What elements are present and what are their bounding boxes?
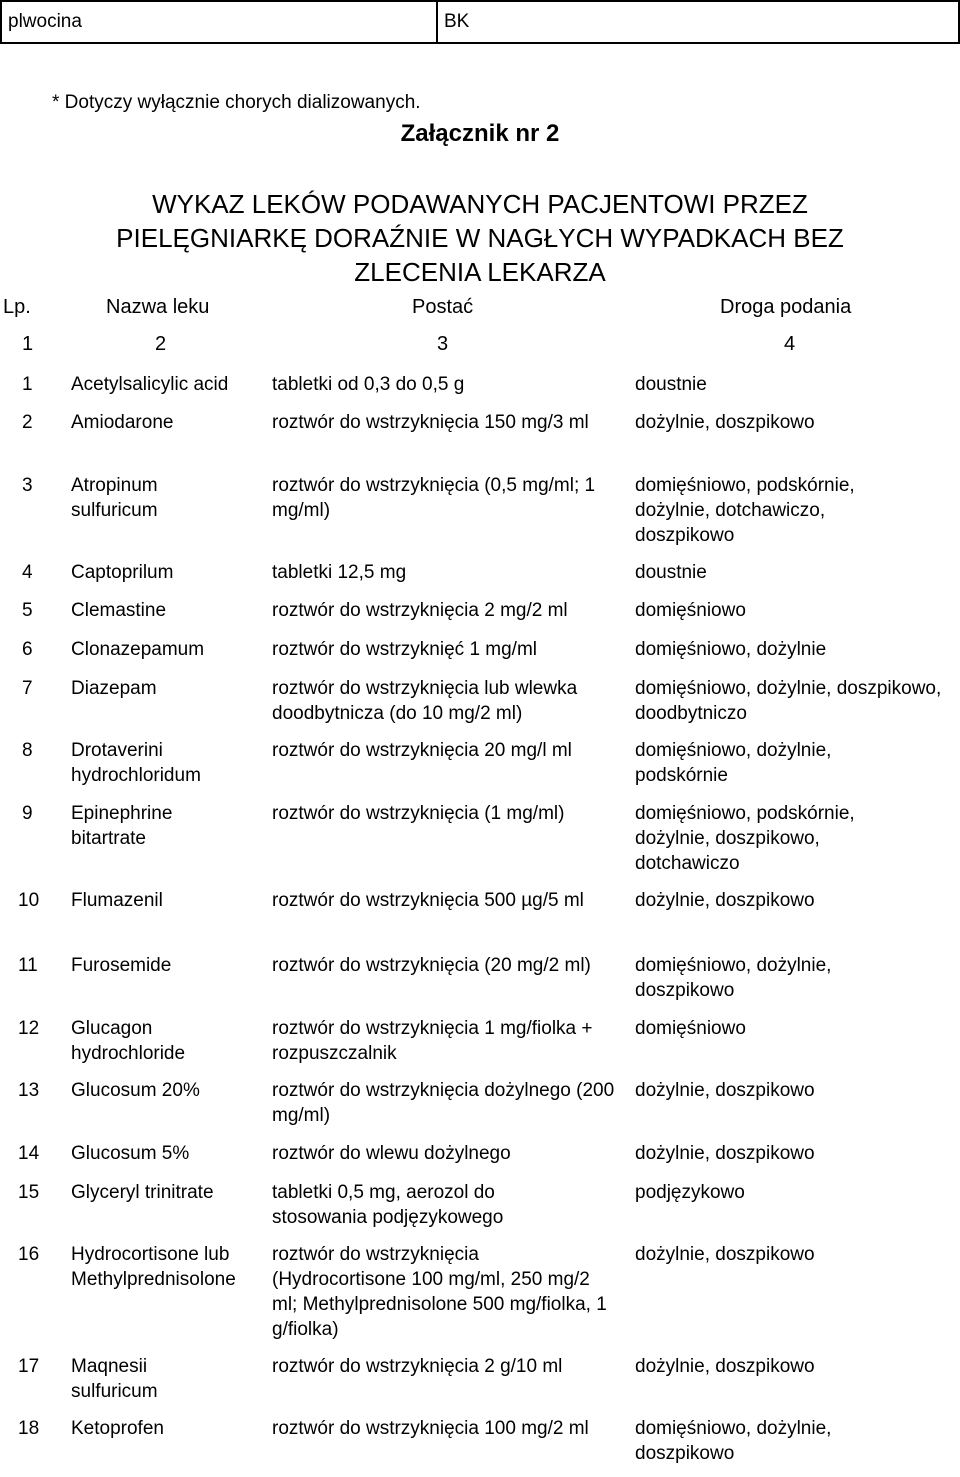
drug-name: Epinephrine bitartrate: [71, 803, 173, 849]
administration-route: domięśniowo, dożylnie, doszpikowo, doodbytniczo: [635, 678, 942, 724]
administration-route: domięśniowo, dożylnie, podskórnie: [635, 740, 832, 786]
drug-name: Flumazenil: [71, 890, 163, 911]
drug-form: roztwór do wstrzyknięć 1 mg/ml: [272, 639, 538, 660]
drug-name: Clonazepamum: [71, 639, 205, 660]
column-number-3: 3: [437, 333, 449, 355]
administration-route: domięśniowo, podskórnie, dożylnie, dotchawiczo, doszpikowo: [635, 475, 855, 546]
document-title-line-3: ZLECENIA LEKARZA: [354, 257, 606, 287]
drug-name: Maqnesii sulfuricum: [71, 1356, 158, 1402]
drug-name: Glucosum 5%: [71, 1143, 190, 1164]
administration-route: dożylnie, doszpikowo: [635, 1356, 815, 1377]
drug-form: roztwór do wstrzyknięcia 2 g/10 ml: [272, 1356, 563, 1377]
drug-form: roztwór do wstrzyknięcia dożylnego (200 mg/ml): [272, 1080, 615, 1126]
document-title: [0, 187, 960, 289]
administration-route: doustnie: [635, 374, 707, 395]
administration-route: doustnie: [635, 562, 707, 583]
drug-form: roztwór do wstrzyknięcia lub wlewka doodbytnicza (do 10 mg/2 ml): [272, 678, 578, 724]
drug-form: roztwór do wstrzyknięcia 1 mg/fiolka + rozpuszczalnik: [272, 1018, 593, 1064]
administration-route: dożylnie, doszpikowo: [635, 1244, 815, 1265]
footnote: * Dotyczy wyłącznie chorych dializowanych.: [52, 92, 421, 113]
administration-route: domięśniowo, dożylnie, doszpikowo: [635, 955, 832, 1001]
drug-name: Hydrocortisone lub Methylprednisolone: [71, 1244, 236, 1290]
administration-route: domięśniowo, dożylnie: [635, 639, 827, 660]
column-header-form: Postać: [412, 296, 474, 318]
row-number: 17: [18, 1356, 40, 1377]
drug-name: Ketoprofen: [71, 1418, 164, 1439]
drug-form: roztwór do wstrzyknięcia (0,5 mg/ml; 1 mg/ml): [272, 475, 596, 521]
drug-name: Glyceryl trinitrate: [71, 1182, 214, 1203]
administration-route: domięśniowo, podskórnie, dożylnie, doszpikowo, dotchawiczo: [635, 803, 855, 874]
document-title-line-2: PIELĘGNIARKĘ DORAŹNIE W NAGŁYCH WYPADKACH BEZ: [116, 223, 844, 253]
row-number: 10: [18, 890, 40, 911]
column-header-route: Droga podania: [720, 296, 852, 318]
column-header-lp: Lp.: [3, 296, 31, 318]
drug-name: Clemastine: [71, 600, 167, 621]
drug-form: tabletki od 0,3 do 0,5 g: [272, 374, 465, 395]
row-number: 15: [18, 1182, 40, 1203]
row-number: 9: [22, 803, 33, 824]
administration-route: podjęzykowo: [635, 1182, 745, 1203]
drug-name: Drotaverini hydrochloridum: [71, 740, 201, 786]
row-number: 14: [18, 1143, 40, 1164]
row-number: 7: [22, 678, 33, 699]
header-box-table: [0, 0, 960, 44]
administration-route: domięśniowo, dożylnie, doszpikowo: [635, 1418, 832, 1464]
row-number: 8: [22, 740, 33, 761]
header-box-left: plwocina: [1, 1, 437, 43]
row-number: 12: [18, 1018, 40, 1039]
column-header-name: Nazwa leku: [106, 296, 210, 318]
administration-route: dożylnie, doszpikowo: [635, 412, 815, 433]
drug-form: roztwór do wstrzyknięcia 2 mg/2 ml: [272, 600, 568, 621]
drug-form: roztwór do wstrzyknięcia 500 µg/5 ml: [272, 890, 584, 911]
drug-form: roztwór do wstrzyknięcia (1 mg/ml): [272, 803, 565, 824]
administration-route: dożylnie, doszpikowo: [635, 890, 815, 911]
drug-name: Amiodarone: [71, 412, 174, 433]
row-number: 2: [22, 412, 33, 433]
row-number: 13: [18, 1080, 40, 1101]
column-number-2: 2: [155, 333, 167, 355]
drug-form: roztwór do wstrzyknięcia 100 mg/2 ml: [272, 1418, 589, 1439]
administration-route: domięśniowo: [635, 1018, 746, 1039]
row-number: 1: [22, 374, 33, 395]
drug-name: Glucosum 20%: [71, 1080, 200, 1101]
administration-route: dożylnie, doszpikowo: [635, 1080, 815, 1101]
drug-name: Atropinum sulfuricum: [71, 475, 158, 521]
drug-form: roztwór do wlewu dożylnego: [272, 1143, 511, 1164]
column-number-4: 4: [784, 333, 796, 355]
header-box-right: BK: [437, 1, 959, 43]
drug-form: roztwór do wstrzyknięcia 20 mg/l ml: [272, 740, 572, 761]
drug-name: Diazepam: [71, 678, 157, 699]
row-number: 16: [18, 1244, 40, 1265]
administration-route: dożylnie, doszpikowo: [635, 1143, 815, 1164]
row-number: 18: [18, 1418, 40, 1439]
row-number: 11: [18, 955, 38, 976]
drug-name: Glucagon hydrochloride: [71, 1018, 186, 1064]
column-number-1: 1: [22, 333, 34, 355]
document-title-line-1: WYKAZ LEKÓW PODAWANYCH PACJENTOWI PRZEZ: [152, 189, 808, 219]
drug-form: roztwór do wstrzyknięcia 150 mg/3 ml: [272, 412, 589, 433]
drug-form: roztwór do wstrzyknięcia (20 mg/2 ml): [272, 955, 591, 976]
row-number: 4: [22, 562, 33, 583]
row-number: 3: [22, 475, 33, 496]
drug-name: Acetylsalicylic acid: [71, 374, 229, 395]
drug-form: tabletki 12,5 mg: [272, 562, 407, 583]
annex-title: Załącznik nr 2: [400, 120, 560, 147]
drug-form: tabletki 0,5 mg, aerozol do stosowania podjęzykowego: [272, 1182, 504, 1228]
drug-name: Furosemide: [71, 955, 172, 976]
row-number: 6: [22, 639, 33, 660]
administration-route: domięśniowo: [635, 600, 746, 621]
row-number: 5: [22, 600, 33, 621]
drug-name: Captoprilum: [71, 562, 174, 583]
drug-form: roztwór do wstrzyknięcia (Hydrocortisone 100 mg/ml, 250 mg/2 ml; Methylprednisolone 500 mg/fiolka, 1 g/fiolka): [272, 1244, 607, 1340]
